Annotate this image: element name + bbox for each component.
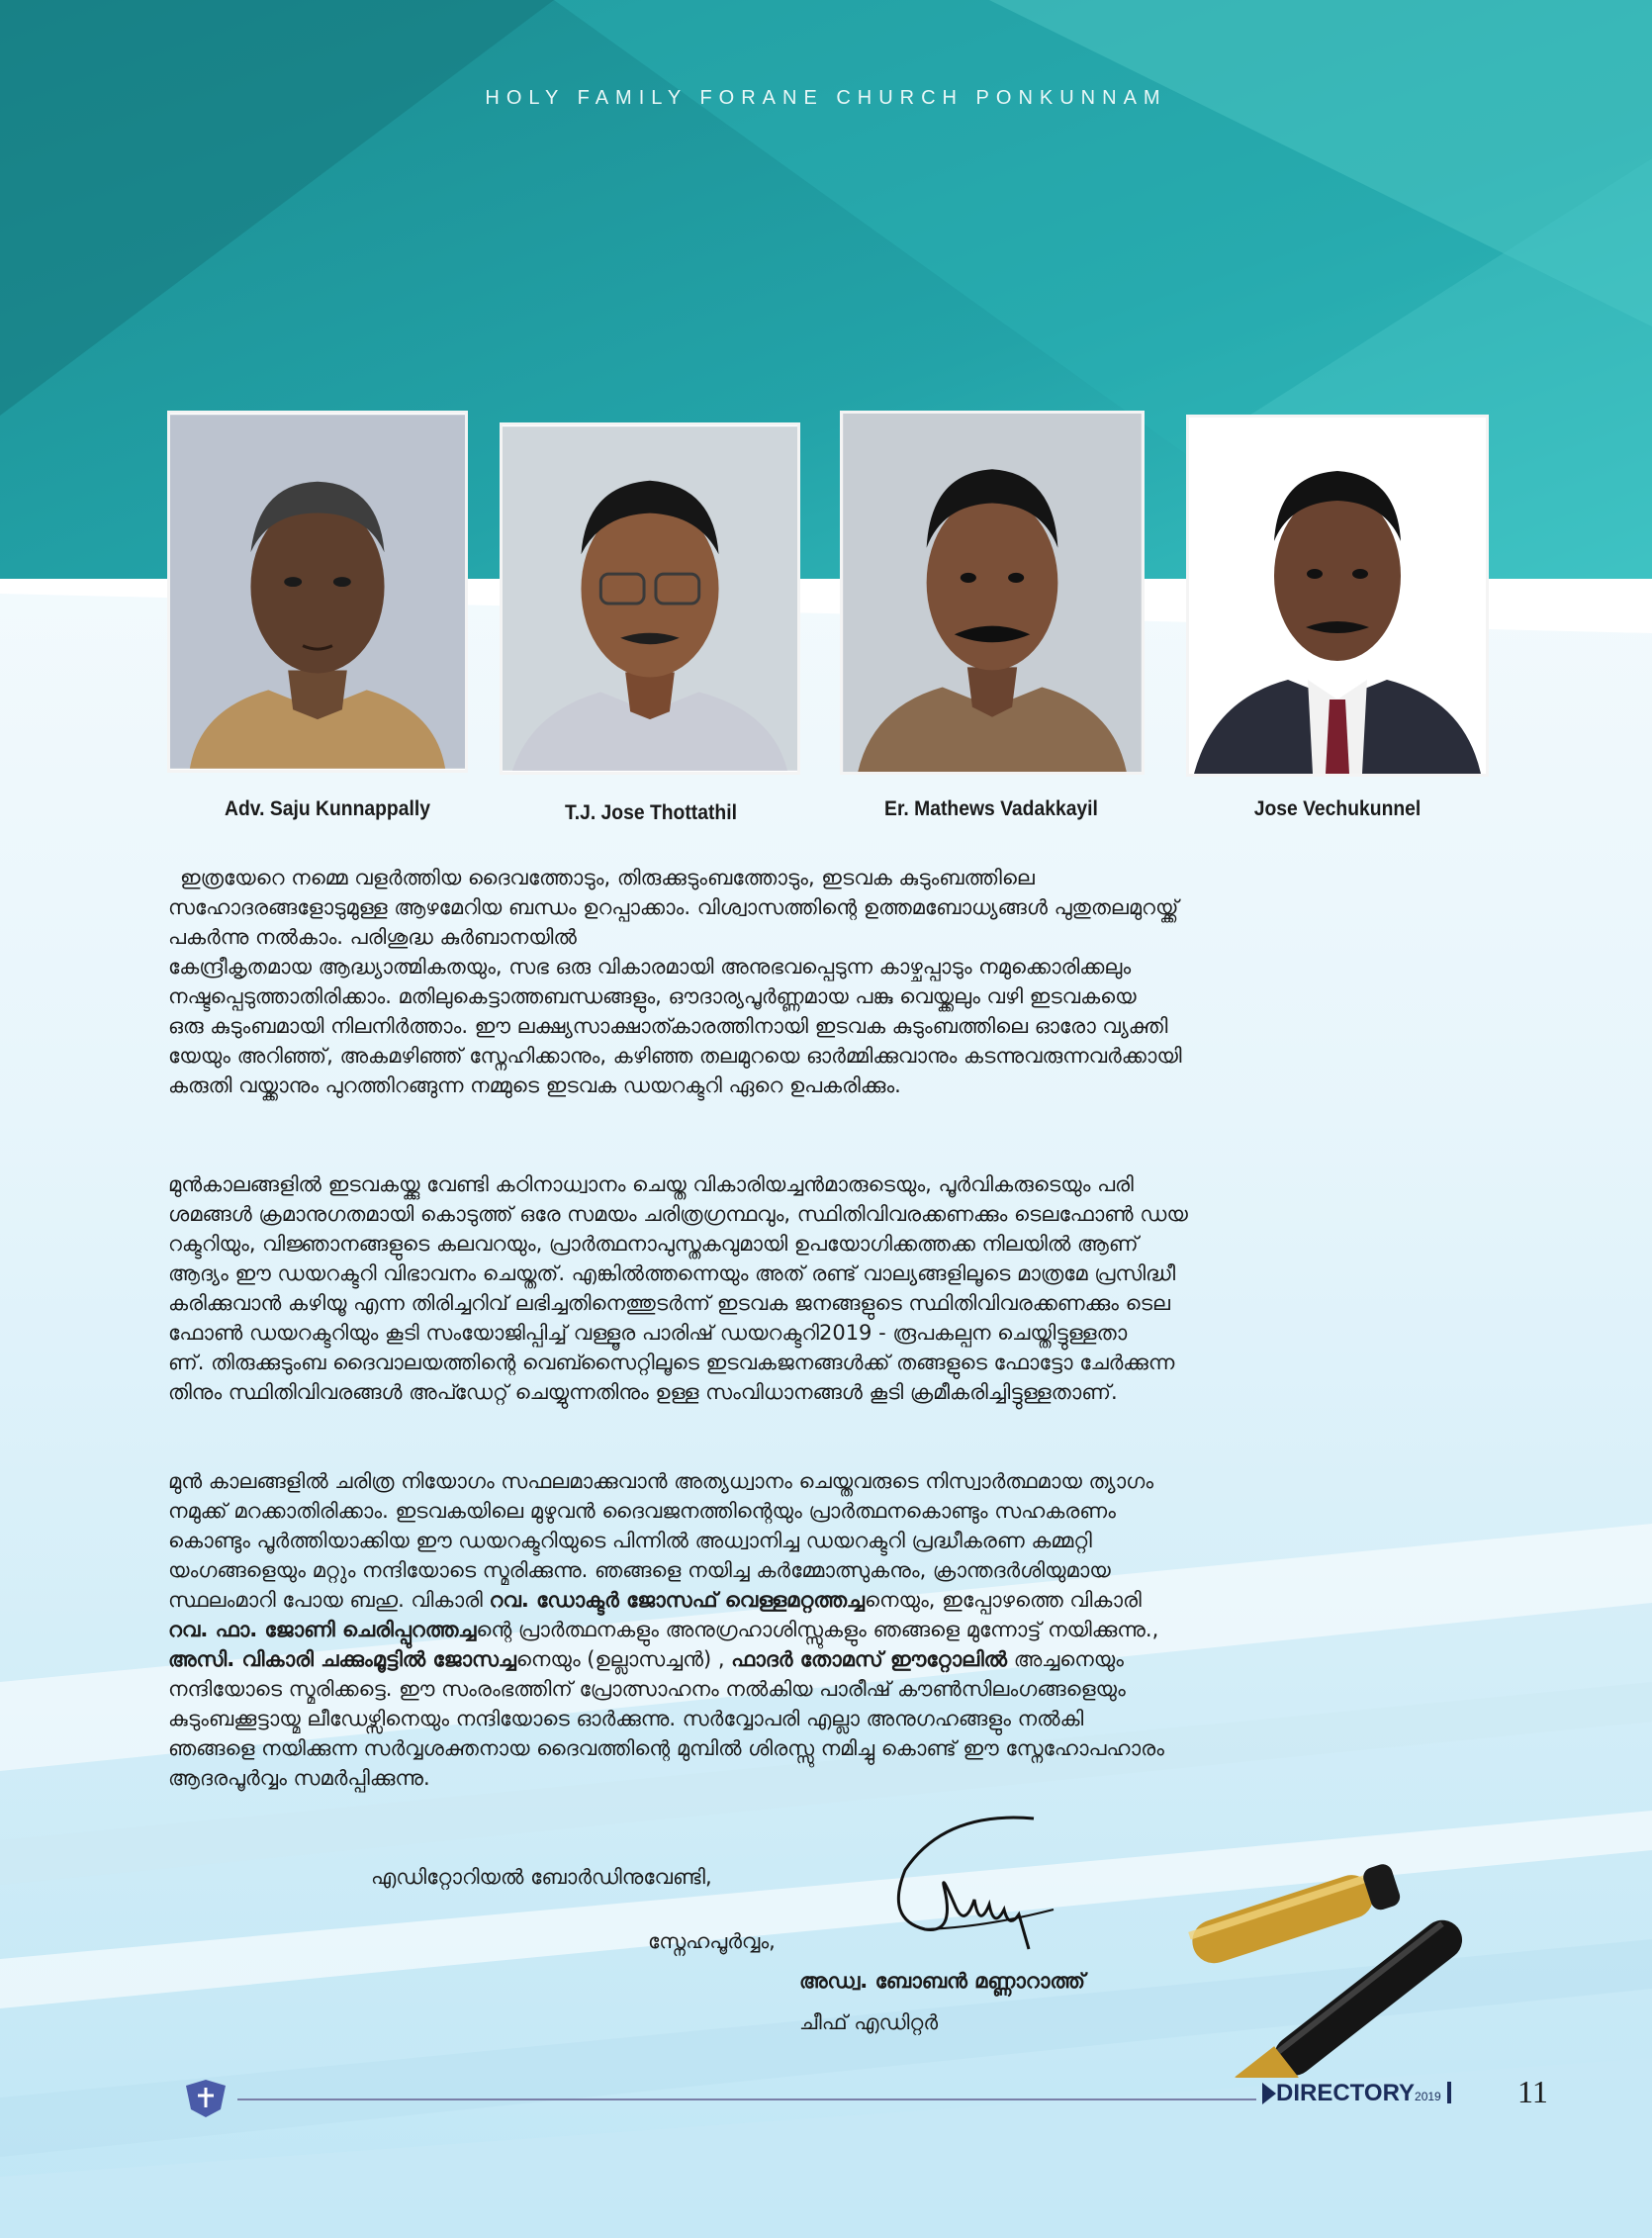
text-line: നഷ്ടപ്പെടുത്താതിരിക്കാം. മതിലുകെട്ടാത്തബന്ധങ്ങളും, ഔദാര്യപൂർണ്ണമായ പങ്കു വെയ്ക്കലും വഴി ഇടവകയെ (168, 984, 1137, 1008)
paragraph-history (168, 1169, 1464, 1407)
editor-name: അഡ്വ. ബോബൻ മണ്ണാറാത്ത് (799, 1969, 1085, 1993)
asst-vicar-name: അസി. വികാരി ചക്കുംമൂട്ടിൽ ജോസച്ച (168, 1647, 516, 1671)
text-line: യംഗങ്ങളെയും മറ്റും നന്ദിയോടെ സ്മരിക്കുന്നു. ഞങ്ങളെ നയിച്ച കർമ്മോത്സുകനും, ക്രാന്തദർശിയുമായ (168, 1558, 1111, 1582)
caption-mathews: Er. Mathews Vadakkayil (884, 797, 1098, 820)
directory-year: 2019 (1415, 2090, 1441, 2103)
church-title: HOLY FAMILY FORANE CHURCH PONKUNNAM (485, 87, 1167, 109)
text-line: കരുതി വയ്ക്കാനും പുറത്തിറങ്ങുന്ന നമ്മുടെ ഇടവക ഡയറക്ടറി ഏറെ ഉപകരിക്കും. (168, 1073, 901, 1097)
text-line: ആദ്യം ഈ ഡയറക്ടറി വിഭാവനം ചെയ്തത്. എങ്കിൽത്തന്നെയും അത് രണ്ട് വാല്യങ്ങളിലൂടെ മാത്രമേ പ്രസിദ്ധീ (168, 1261, 1176, 1285)
text-line: നന്ദിയോടെ സ്മരിക്കട്ടെ. ഈ സംരംഭത്തിന് പ്രോത്സാഹനം നൽകിയ പാരീഷ് കൗൺസിലംഗങ്ങളെയും (168, 1677, 1126, 1701)
caption-jose-thottathil: T.J. Jose Thottathil (565, 801, 737, 824)
directory-text: DIRECTORY (1276, 2080, 1416, 2106)
directory-arrow-icon (1262, 2083, 1276, 2104)
directory-label (1276, 2080, 1451, 2107)
current-vicar-name: റവ. ഫാ. ജോണി ചെരിപ്പുറത്തച്ച (168, 1618, 477, 1641)
pen-illustration (1182, 1820, 1538, 2078)
text-line: മുൻകാലങ്ങളിൽ ഇടവകയ്ക്കു വേണ്ടി കഠിനാധ്വാനം ചെയ്ത വികാരിയച്ചൻമാരുടെയും, പൂർവികരുടെയും പരി (168, 1172, 1134, 1196)
text-line: കുടുംബക്കൂട്ടായ്മ ലീഡേഴ്സിനെയും നന്ദിയോടെ ഓർക്കുന്നു. സർവ്വോപരി എല്ലാ അനുഗഹങ്ങളും നൽകി (168, 1707, 1084, 1730)
text-line: കേന്ദ്രീകൃതമായ ആദ്ധ്യാത്മികതയും, സഭ ഒരു വികാരമായി അനുഭവപ്പെടുന്ന കാഴ്ചപ്പാടും നമുക്കൊരിക്കലും (168, 955, 1132, 979)
text-line (168, 1585, 1464, 1615)
text-line: ഒരു കുടുംബമായി നിലനിർത്താം. ഈ ലക്ഷ്യസാക്ഷാത്കാരത്തിനായി ഇടവക കുടുംബത്തിലെ ഓരോ വ്യക്തി (168, 1014, 1168, 1038)
paragraph-gratitude (168, 1466, 1464, 1793)
text-line: റക്ടറിയും, വിജ്ഞാനങ്ങളുടെ കലവറയും, പ്രാർത്ഥനാപുസ്തകവുമായി ഉപയോഗിക്കത്തക്ക നിലയിൽ ആണ് (168, 1232, 1139, 1256)
father-name: ഫാദർ തോമസ് ഈറ്റോലിൽ (731, 1647, 1008, 1671)
text-line: ഞങ്ങളെ നയിക്കുന്ന സർവ്വശക്തനായ ദൈവത്തിന്റെ മുമ്പിൽ ശിരസ്സു നമിച്ചു കൊണ്ട് ഈ സ്നേഹോപഹാരം (168, 1736, 1164, 1760)
text-line: കൊണ്ടും പൂർത്തിയാക്കിയ ഈ ഡയറക്ടറിയുടെ പിന്നിൽ അധ്വാനിച്ച ഡയറക്ടറി പ്രദ്ധീകരണ കമ്മറ്റി (168, 1529, 1092, 1552)
church-logo-icon (181, 2078, 230, 2119)
text-line: ഫോൺ ഡയറക്ടറിയും കൂടി സംയോജിപ്പിച്ച് വള്ളൂര പാരിഷ് ഡയറക്ടറി2019 - രൂപകല്പന ചെയ്തിട്ടുള്ളതാ (168, 1321, 1128, 1345)
text-line: സഹോദരങ്ങളോടുമുള്ള ആഴമേറിയ ബന്ധം ഉറപ്പാക്കാം. വിശ്വാസത്തിന്റെ ഉത്തമബോധ്യങ്ങൾ പുതുതലമുറയ്ക്ക് (168, 895, 1179, 919)
portrait-saju (170, 414, 465, 770)
portrait-jose-thottathil (503, 425, 797, 772)
text-segment: അച്ചനെയും (1007, 1647, 1124, 1671)
text-line: ശമങ്ങൾ ക്രമാനുഗതമായി കൊടുത്ത് ഒരേ സമയം ചരിത്രഗ്രന്ഥവും, സ്ഥിതിവിവരക്കണക്കും ടെലഫോൺ ഡയ (168, 1202, 1188, 1226)
paragraph-intro (168, 863, 1464, 1100)
directory-bar (1447, 2082, 1451, 2103)
text-segment: സ്ഥലംമാറി പോയ ബഹു. വികാരി (168, 1588, 490, 1612)
portrait-jose-vechukunnel (1189, 418, 1486, 774)
text-line (168, 1615, 1464, 1644)
regards-signoff: സ്നേഹപൂർവ്വം, (648, 1929, 776, 1953)
text-line: ആദരപൂർവ്വം സമർപ്പിക്കുന്നു. (168, 1766, 430, 1790)
caption-saju: Adv. Saju Kunnappally (225, 797, 430, 820)
text-line: മുൻ കാലങ്ങളിൽ ചരിത്ര നിയോഗം സഫലമാക്കുവാൻ അത്യധ്വാനം ചെയ്തവരുടെ നിസ്വാർത്ഥമായ ത്യാഗം (168, 1469, 1154, 1493)
vicar-name: റവ. ഡോക്ടർ ജോസഫ് വെള്ളമറ്റത്തച്ച (489, 1588, 866, 1612)
text-line: ഇത്രയേറെ നമ്മെ വളർത്തിയ ദൈവത്തോടും, തിരുക്കുടുംബത്തോടും, ഇടവക കുടുംബത്തിലെ (180, 866, 1035, 889)
text-line: നമുക്ക് മറക്കാതിരിക്കാം. ഇടവകയിലെ മുഴുവൻ ദൈവജനത്തിന്റെയും പ്രാർത്ഥനകൊണ്ടും സഹകരണം (168, 1499, 1116, 1523)
text-line: തിനും സ്ഥിതിവിവരങ്ങൾ അപ്ഡേറ്റ് ചെയ്യുന്നതിനും ഉള്ള സംവിധാനങ്ങൾ കൂടി ക്രമീകരിച്ചിട്ടുള്ളതാണ്. (168, 1380, 1118, 1404)
editor-role: ചീഫ് എഡിറ്റർ (799, 2010, 939, 2034)
text-line: പകർന്നു നൽകാം. പരിശുദ്ധ കുർബാനയിൽ (168, 925, 577, 949)
text-segment: നെയും (ഉല്ലാസച്ചൻ) , (515, 1647, 732, 1671)
board-signoff: എഡിറ്റോറിയൽ ബോർഡിനുവേണ്ടി, (371, 1865, 712, 1889)
text-line: യേയും അറിഞ്ഞ്, അകമഴിഞ്ഞ് സ്നേഹിക്കാനും, കഴിഞ്ഞ തലമുറയെ ഓർമ്മിക്കുവാനും കടന്നുവരുന്നവർക്കായി (168, 1044, 1182, 1068)
text-segment: നെയും, ഇപ്പോഴത്തെ വികാരി (865, 1588, 1142, 1612)
footer-rule (237, 2098, 1256, 2100)
text-line: ണ്. തിരുക്കുടുംബ ദൈവാലയത്തിന്റെ വെബ്സൈറ്റിലൂടെ ഇടവകജനങ്ങൾക്ക് തങ്ങളുടെ ഫോട്ടോ ചേർക്കുന്ന (168, 1351, 1175, 1374)
text-line (168, 1644, 1464, 1674)
text-line: കരിക്കുവാൻ കഴിയൂ എന്ന തിരിച്ചറിവ് ലഭിച്ചതിനെത്തുടർന്ന് ഇടവക ജനങ്ങളുടെ സ്ഥിതിവിവരക്കണക്കും ടെല (168, 1291, 1170, 1315)
page-number: 11 (1517, 2074, 1548, 2109)
caption-jose-vechukunnel: Jose Vechukunnel (1253, 797, 1422, 820)
text-segment: ന്റെ പ്രാർത്ഥനകളും അനുഗ്രഹാശിസ്സുകളും ഞങ്ങളെ മുന്നോട്ട് നയിക്കുന്നു., (476, 1618, 1159, 1641)
signature-image (885, 1811, 1068, 1959)
portrait-mathews (843, 414, 1142, 772)
